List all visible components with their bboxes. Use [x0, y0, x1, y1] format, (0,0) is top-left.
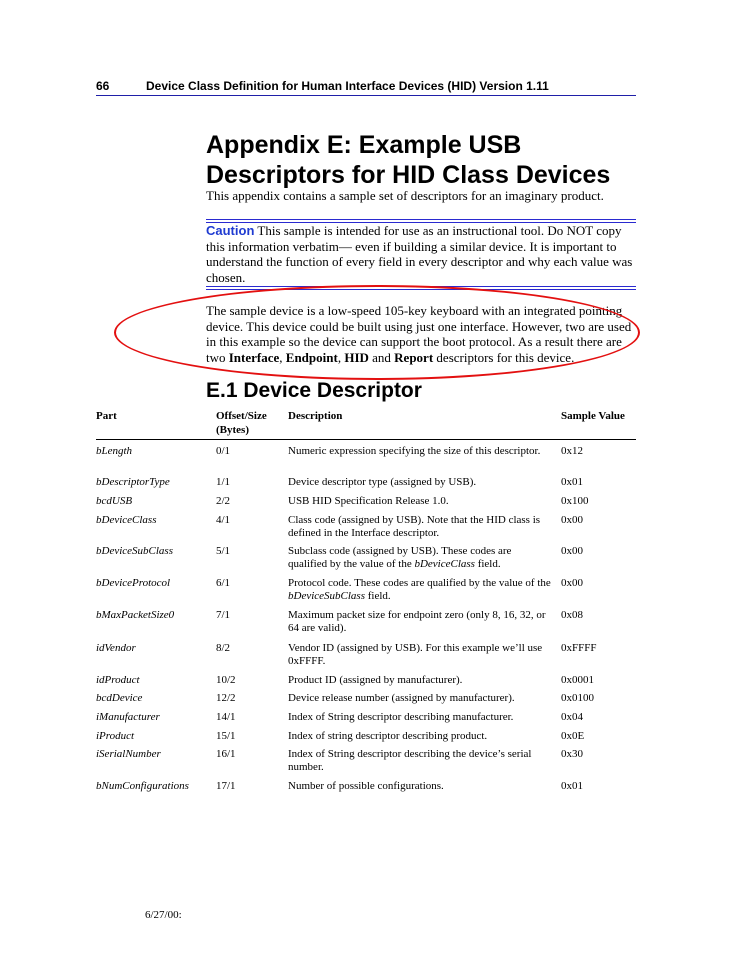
cell-part: iManufacturer [96, 711, 160, 723]
column-header-part: Part [96, 410, 117, 422]
column-header-offset [216, 409, 267, 437]
description-text: Protocol code. These codes are qualified by the value of the [288, 577, 551, 589]
sample-text-start: The sample device is a low-speed 105-key keyboard with an integrated pointing device. This device could be built using just one interface. However, two are used in this example so the device can support the boot protocol. As a result there are two [206, 303, 632, 365]
cell-offset: 12/2 [216, 692, 236, 704]
cell-part: idVendor [96, 642, 136, 654]
cell-offset: 14/1 [216, 711, 236, 723]
cell-part: bDescriptorType [96, 476, 170, 488]
cell-value: 0x00 [561, 577, 583, 589]
description-field-ref: bDeviceClass [414, 558, 475, 570]
cell-value: 0x0E [561, 730, 585, 742]
cell-value: 0xFFFF [561, 642, 597, 654]
sample-sep-1: , [279, 349, 286, 365]
cell-part: bLength [96, 445, 133, 457]
cell-description: Device descriptor type (assigned by USB). [288, 476, 477, 488]
cell-value: 0x30 [561, 748, 583, 760]
cell-offset: 16/1 [216, 748, 236, 760]
cell-part: bDeviceProtocol [96, 577, 171, 589]
cell-description [288, 545, 551, 571]
description-text: field. [364, 590, 391, 602]
cell-offset: 15/1 [216, 730, 236, 742]
cell-value: 0x00 [561, 514, 583, 526]
cell-value: 0x100 [561, 495, 589, 507]
cell-offset: 0/1 [216, 445, 231, 457]
cell-value: 0x12 [561, 445, 583, 457]
cell-description: USB HID Specification Release 1.0. [288, 495, 449, 507]
cell-offset: 2/2 [216, 495, 231, 507]
appendix-title-line-2: Descriptors for HID Class Devices [206, 161, 611, 189]
bold-report: Report [394, 349, 434, 365]
table-header-rule [96, 439, 636, 440]
cell-part: bNumConfigurations [96, 780, 189, 792]
cell-description: Index of String descriptor describing manufacturer. [288, 711, 514, 723]
cell-description: Number of possible configurations. [288, 780, 444, 792]
caution-label: Caution [206, 223, 255, 238]
cell-part: bDeviceClass [96, 514, 157, 526]
appendix-title-line-1: Appendix E: Example USB [206, 131, 522, 159]
sample-text-end: descriptors for this device. [433, 349, 575, 365]
cell-description: Index of String descriptor describing the device’s serial number. [288, 748, 532, 773]
description-text: field. [474, 558, 501, 570]
bold-hid: HID [344, 349, 369, 365]
cell-offset: 17/1 [216, 780, 236, 792]
cell-part: bMaxPacketSize0 [96, 609, 175, 621]
cell-offset: 4/1 [216, 514, 231, 526]
cell-offset: 5/1 [216, 545, 231, 557]
cell-description [288, 577, 551, 603]
red-annotation-ellipse [114, 285, 640, 380]
bold-endpoint: Endpoint [285, 349, 338, 365]
cell-part: bDeviceSubClass [96, 545, 173, 557]
cell-offset: 1/1 [216, 476, 231, 488]
cell-description: Maximum packet size for endpoint zero (only 8, 16, 32, or 64 are valid). [288, 609, 546, 634]
caution-text: This sample is intended for use as an instructional tool. Do NOT copy this information verbatim— even if building a similar device. It is important to understand the function of every field in every descriptor and why each value was chosen. [206, 223, 633, 285]
appendix-title [206, 130, 646, 190]
section-title: E.1 Device Descriptor [206, 379, 422, 402]
cell-part: bcdDevice [96, 692, 143, 704]
sample-and: and [368, 349, 395, 365]
bold-interface: Interface [228, 349, 280, 365]
cell-offset: 7/1 [216, 609, 231, 621]
cell-part: bcdUSB [96, 495, 133, 507]
cell-description: Device release number (assigned by manufacturer). [288, 692, 515, 704]
column-header-offset-line-2: (Bytes) [216, 424, 249, 436]
cell-description: Class code (assigned by USB). Note that the HID class is defined in the Interface descriptor. [288, 514, 541, 539]
footer-date: 6/27/00: [145, 909, 182, 921]
cell-offset: 6/1 [216, 577, 231, 589]
cell-description: Product ID (assigned by manufacturer). [288, 674, 463, 686]
cell-description: Index of string descriptor describing product. [288, 730, 488, 742]
cell-description: Numeric expression specifying the size of this descriptor. [288, 445, 541, 457]
caution-note [206, 223, 638, 285]
cell-value: 0x00 [561, 545, 583, 557]
column-header-sample-value: Sample Value [561, 410, 625, 422]
cell-part: iProduct [96, 730, 135, 742]
cell-value: 0x0100 [561, 692, 594, 704]
appendix-intro: This appendix contains a sample set of descriptors for an imaginary product. [206, 188, 604, 203]
column-header-offset-line-1: Offset/Size [216, 410, 267, 422]
cell-value: 0x08 [561, 609, 583, 621]
header-rule [96, 95, 636, 96]
document-title: Device Class Definition for Human Interface Devices (HID) Version 1.11 [146, 79, 549, 93]
page-number: 66 [96, 79, 110, 93]
cell-offset: 8/2 [216, 642, 231, 654]
cell-part: iSerialNumber [96, 748, 161, 760]
column-header-description: Description [288, 410, 343, 422]
cell-value: 0x01 [561, 780, 583, 792]
description-text: Subclass code (assigned by USB). These codes are qualified by the value of the [288, 545, 512, 570]
cell-part: idProduct [96, 674, 140, 686]
description-field-ref: bDeviceSubClass [288, 590, 365, 602]
cell-value: 0x0001 [561, 674, 594, 686]
cell-offset: 10/2 [216, 674, 236, 686]
cell-description: Vendor ID (assigned by USB). For this example we’ll use 0xFFFF. [288, 642, 543, 667]
sample-sep-2: , [337, 349, 345, 365]
cell-value: 0x01 [561, 476, 583, 488]
cell-value: 0x04 [561, 711, 583, 723]
